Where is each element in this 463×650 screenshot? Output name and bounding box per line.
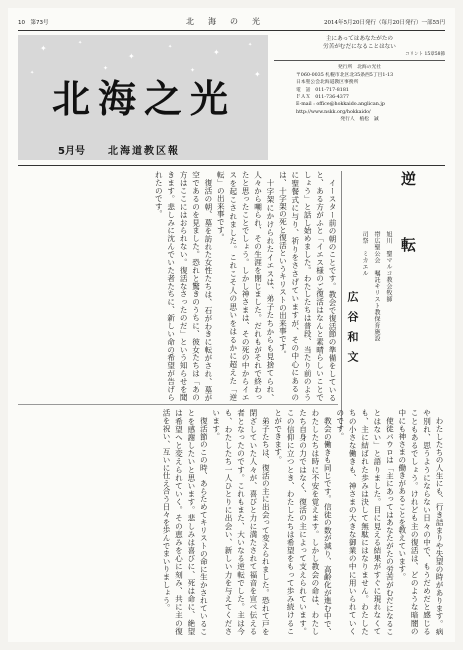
issue-number: 10 第73号 xyxy=(18,20,49,26)
paragraph: わたしたちの人生にも、行き詰まりや失望の時があります。病や別れ、思うようにならない日々の中で、もうだめだと感じることもあるでしょう。けれども主の復活は、どのような暗闇の中にも神さまの働きがあることを教えています。 xyxy=(397,409,444,635)
page-header xyxy=(18,16,445,30)
newspaper-name: 北 海 の 光 xyxy=(186,17,263,26)
article-body-top xyxy=(18,171,338,401)
star-icon: ✦ xyxy=(254,70,261,79)
paragraph: 十字架にかけられたイエスは、弟子たちからも見捨てられ、人々から嘲られ、その生涯を閉じました。だれもがそれで終わったと思ったことでしょう。しかし神さまは、その死の中からイエスを起こされました。これこそ人の思いをはるかに超えた「逆転」の出来事です。 xyxy=(216,171,275,401)
publisher-info xyxy=(274,35,445,160)
column-divider xyxy=(18,404,338,405)
author-affiliation: 帯広聖公会 嘱託キリスト教保育施設 xyxy=(373,231,380,342)
masthead xyxy=(18,35,268,160)
header-divider xyxy=(18,30,445,31)
phone-number: 電 話 011-717-8181 xyxy=(296,87,349,93)
star-icon: ✦ xyxy=(128,52,135,61)
motto-reference: コリント 15章58節 xyxy=(405,52,445,57)
newsletter-page xyxy=(8,8,455,642)
star-icon: ✦ xyxy=(248,42,253,48)
publisher-address: 〒060-0035 札幌市北区北35条西5丁目1-13 xyxy=(296,72,394,78)
article-title-block xyxy=(341,171,446,429)
paragraph: 教会の働きも同じです。信徒の数が減り、高齢化が進む中で、わたしたちは時に不安を覚えます。しかし教会の命は、わたしたち自身の力ではなく、復活の主によって支えられています。この信仰に立つとき、わたしたちは希望をもって歩み続けることができます。 xyxy=(273,409,333,635)
masthead-title: 北海之光 xyxy=(51,76,236,121)
star-icon: ✦ xyxy=(40,44,47,53)
website-url: http://www.nskk.org/hokkaido/ xyxy=(296,109,371,115)
author-affiliation: 旭川 聖マルコ教会牧師 xyxy=(385,231,392,303)
author-name: 広谷和文 xyxy=(346,291,359,371)
star-icon: ✦ xyxy=(78,40,83,46)
star-icon: ✦ xyxy=(168,44,173,50)
masthead-subtitle: 北海道教区報 xyxy=(108,146,180,157)
motto-line: 労苦がむだになることはない xyxy=(323,44,396,50)
fax-number: ＦＡＸ 011-736-4377 xyxy=(296,95,349,101)
article-title: 逆 転 xyxy=(399,171,417,270)
publisher-person: 発行人 植松 誠 xyxy=(340,117,379,123)
paragraph: 弟子たちは、復活の主に出会って変えられました。恐れて戸を閉ざしていた人々が、喜びと力に満たされて福音を宣べ伝える者となったのです。これもまた、大いなる逆転でした。主は今も、わたしたち一人ひとりに出会い、新しい力を与えてくださいます。 xyxy=(211,409,271,635)
star-icon: ✦ xyxy=(190,67,196,74)
star-icon: ✦ xyxy=(213,48,220,57)
star-icon: ✦ xyxy=(30,70,35,76)
article-body-bottom xyxy=(18,409,445,635)
publication-date: 2014年5月20日発行（毎月20日発行）一部55円 xyxy=(324,20,445,26)
paragraph: イースター前の朝のことです。教会で復活節の準備をしていると、ある方がふと「イエス様のご復活はなんと素晴らしいことでしょう」と話し始めました。わたしたちは普段、当たり前のように聖餐式に与り、祈りをささげていますが、その中心にあるのは、十字架の死と復活というキリストの出来事です。 xyxy=(278,171,337,401)
star-icon: ✦ xyxy=(103,65,109,72)
email-address: E-mail : office@hokkaido.anglican.jp xyxy=(296,102,385,108)
masthead-month: 5月号 xyxy=(58,146,85,157)
author-title: 司祭 ミカエル xyxy=(361,231,368,277)
paragraph: 復活節のこの時、あらためてキリストの命に生かされていることを感謝したいと思います。悲しみは喜びに、死は命に、絶望は希望へと変えられていく。その恵みを心に刻み、共に主の復活を祝い、互いに仕え合う日々を歩んでまいりましょう。 xyxy=(162,409,209,635)
info-divider xyxy=(274,60,445,61)
publisher-name: 発行所 北海の光社 xyxy=(337,65,382,71)
diocese-office: 日本聖公会北海道教区事務所 xyxy=(296,80,359,86)
motto-line: 主にあってはあなたがたの xyxy=(325,36,394,42)
section-divider xyxy=(18,165,445,166)
paragraph: 復活の朝、墓を訪れた女性たちは、石がわきに転がされ、墓が空であるのを見ました。恐れと驚きのうちに、彼女たちは「あの方はここにはおられない。復活なさったのだ」という知らせを聞きます。悲しみに沈んでいた者たちに、新しい命の希望が告げられたのです。 xyxy=(154,171,213,401)
paragraph: 使徒パウロは「主にあってはあなたがたの労苦がむだになることはない」と語りました。目に見える結果がすぐに現れなくても、主に結ばれた歩みは決して無駄にはなりません。わたしたちの小さな働きも、神さまの大きな御業の中に用いられていくのです。 xyxy=(335,409,395,635)
